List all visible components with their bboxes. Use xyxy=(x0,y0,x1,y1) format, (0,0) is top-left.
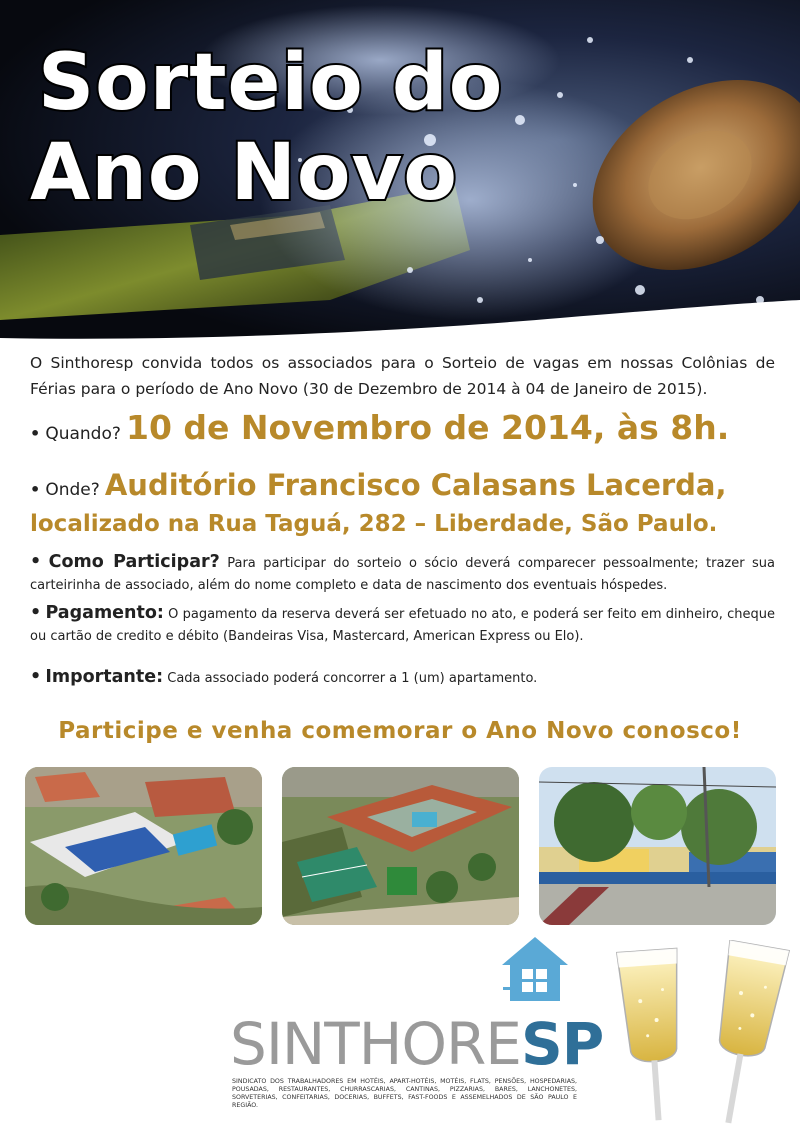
logo-name-thin: SINTHORE xyxy=(230,1010,521,1078)
when-line xyxy=(30,408,790,447)
where-line xyxy=(30,468,790,541)
bullet: • xyxy=(30,667,42,687)
how-paragraph xyxy=(30,551,775,597)
payment-text: O pagamento da reserva deverá ser efetuado no ato, e poderá ser feito em dinheiro, cheque ou cartão de credito e débito (Bandeiras Visa, Mastercard, American Express ou Elo). xyxy=(30,607,775,644)
when-label: Quando? xyxy=(45,424,121,444)
colony-photo-aerial-2 xyxy=(282,767,519,925)
intro-paragraph: O Sinthoresp convida todos os associados para o Sorteio de vagas em nossas Colônias de Férias para o período de Ano Novo (30 de Dezembro de 2014 à 04 de Janeiro de 2015). xyxy=(30,354,775,398)
colony-photo-aerial-1 xyxy=(25,767,262,925)
title-line-1: Sorteio do xyxy=(38,38,504,128)
bullet: • xyxy=(30,424,41,443)
where-value-line1: Auditório Francisco Calasans Lacerda, xyxy=(104,468,727,502)
champagne-glasses-icon xyxy=(608,940,798,1131)
important-text: Cada associado poderá concorrer a 1 (um) apartamento. xyxy=(167,671,538,686)
bullet: • xyxy=(30,552,42,572)
payment-paragraph xyxy=(30,602,775,648)
where-label: Onde? xyxy=(45,480,100,500)
hero-image xyxy=(0,0,800,350)
important-heading: Importante: xyxy=(45,667,164,687)
logo-name-bold: SP xyxy=(520,1010,604,1078)
colony-photo-street xyxy=(539,767,776,925)
important-paragraph xyxy=(30,666,775,690)
title-line-2: Ano Novo xyxy=(30,128,458,218)
where-value-line2: localizado na Rua Taguá, 282 – Liberdade, São Paulo. xyxy=(30,511,718,537)
how-heading: Como Participar? xyxy=(48,552,220,572)
logo-house-icon xyxy=(500,935,570,1003)
how-text: Para participar do sorteio o sócio deverá comparecer pessoalmente; trazer sua carteirinha de associado, além do nome completo e data de nascimento dos eventuais hóspedes. xyxy=(30,556,775,593)
logo-wordmark xyxy=(230,1010,603,1078)
bullet: • xyxy=(30,603,42,623)
bullet: • xyxy=(30,480,41,499)
logo-subtitle: SINDICATO DOS TRABALHADORES EM HOTÉIS, APART-HOTÉIS, MOTÉIS, FLATS, PENSÕES, HOSPEDARIAS, POUSADAS, RESTAURANTES, CHURRASCARIAS, CANTINAS, PIZZARIAS, BARES, LANCHONETES, SORVETERIAS, CONFEITARIAS, DOCERIAS, BUFFETS, FAST-FOODS E ASSEMELHADOS DE SÃO PAULO E REGIÃO. xyxy=(232,1078,577,1109)
call-to-action: Participe e venha comemorar o Ano Novo conosco! xyxy=(58,718,742,744)
when-value: 10 de Novembro de 2014, às 8h. xyxy=(125,408,730,447)
payment-heading: Pagamento: xyxy=(45,603,164,623)
